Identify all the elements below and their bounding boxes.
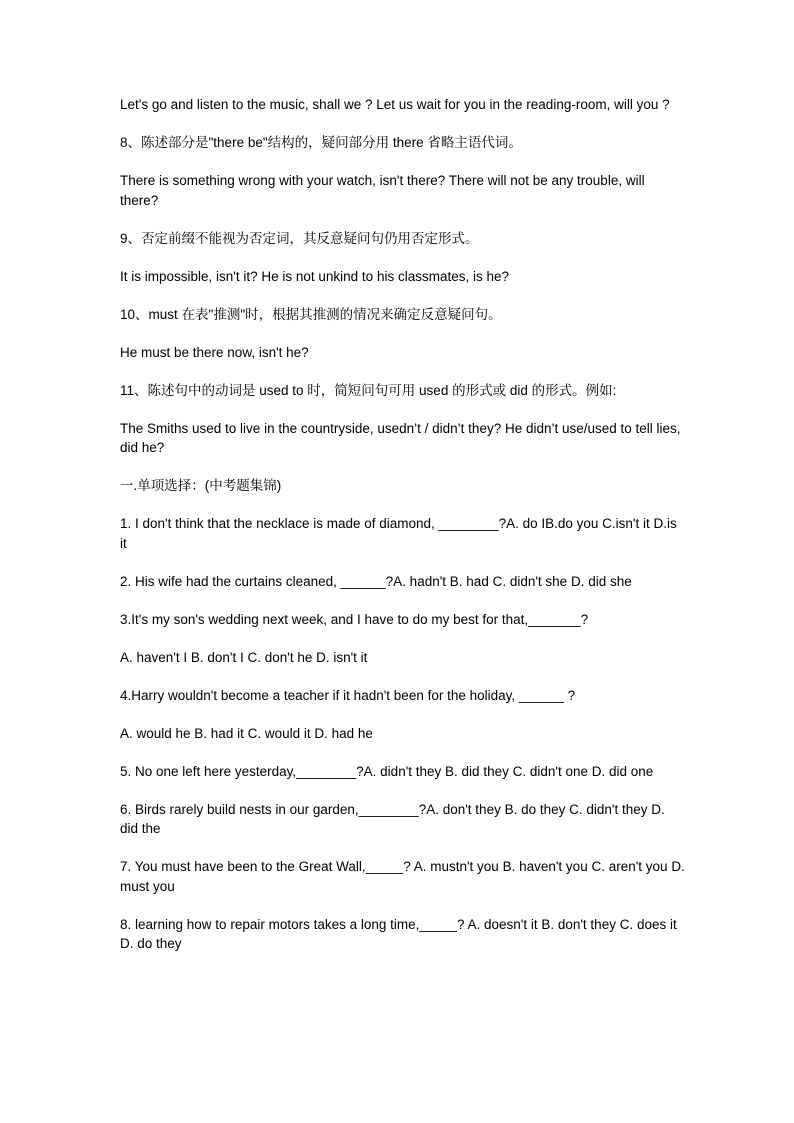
paragraph-rule-9: 9、否定前缀不能视为否定词，其反意疑问句仍用否定形式。 bbox=[120, 230, 479, 246]
paragraph-example-used-to: The Smiths used to live in the countryside, usedn’t / didn’t they? He didn’t use/used to tell lies, did he? bbox=[120, 420, 681, 455]
question-7: 7. You must have been to the Great Wall,_____? A. mustn't you B. haven't you C. aren't you D. must you bbox=[120, 859, 685, 894]
question-2: 2. His wife had the curtains cleaned, ______?A. hadn't B. had C. didn't she D. did she bbox=[120, 573, 632, 589]
question-1: 1. I don't think that the necklace is made of diamond, ________?A. do IB.do you C.isn't it D.is it bbox=[120, 516, 677, 551]
paragraph-example-negative-prefix: It is impossible, isn't it? He is not unkind to his classmates, is he? bbox=[120, 268, 509, 284]
question-8: 8. learning how to repair motors takes a long time,_____? A. doesn't it B. don't they C. does it D. do they bbox=[120, 916, 677, 951]
paragraph-example-shall-will: Let's go and listen to the music, shall we ? Let us wait for you in the reading-room, will you ? bbox=[120, 97, 670, 112]
paragraph-example-there-be: There is something wrong with your watch, isn't there? There will not be any trouble, will there? bbox=[120, 173, 645, 208]
question-4: 4.Harry wouldn't become a teacher if it hadn't been for the holiday, ______ ? bbox=[120, 687, 576, 703]
question-5: 5. No one left here yesterday,________?A. didn't they B. did they C. didn't one D. did one bbox=[120, 763, 654, 779]
question-3: 3.It's my son's wedding next week, and I have to do my best for that,_______? bbox=[120, 611, 589, 627]
document-page bbox=[120, 95, 685, 972]
section-heading-multiple-choice: 一.单项选择：(中考题集锦) bbox=[120, 478, 282, 493]
paragraph-example-must: He must be there now, isn't he? bbox=[120, 344, 309, 360]
paragraph-rule-11: 11、陈述句中的动词是 used to 时，简短问句可用 used 的形式或 did 的形式。例如: bbox=[120, 382, 617, 398]
question-3-options: A. haven't I B. don't I C. don't he D. isn't it bbox=[120, 649, 368, 665]
question-6: 6. Birds rarely build nests in our garden,________?A. don't they B. do they C. didn't they D. did the bbox=[120, 801, 665, 836]
question-4-options: A. would he B. had it C. would it D. had he bbox=[120, 725, 373, 741]
paragraph-rule-10: 10、must 在表"推测"时，根据其推测的情况来确定反意疑问句。 bbox=[120, 306, 502, 322]
paragraph-rule-8: 8、陈述部分是"there be"结构的，疑问部分用 there 省略主语代词。 bbox=[120, 135, 522, 150]
